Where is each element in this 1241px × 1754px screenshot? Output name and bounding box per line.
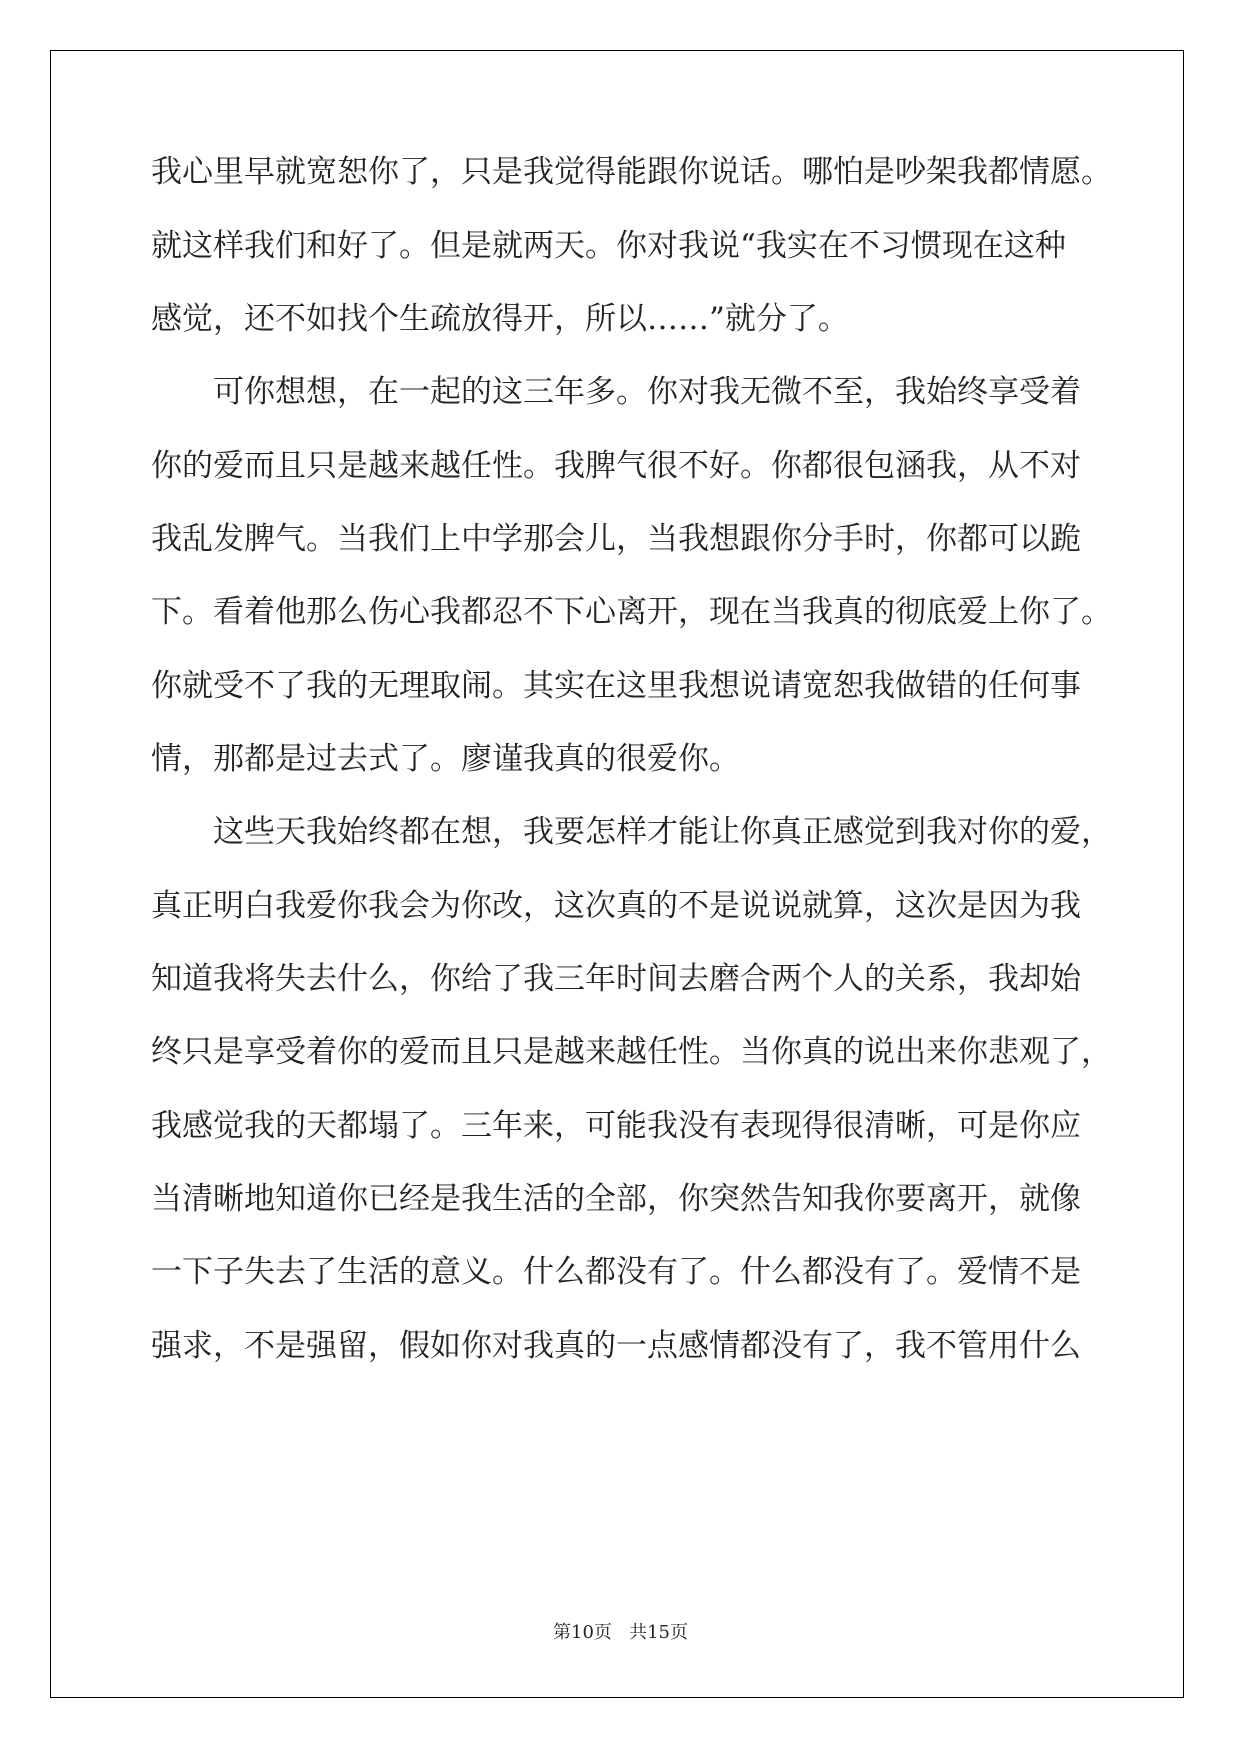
text-line: 就这样我们和好了。但是就两天。你对我说“我实在不习惯现在这种 (151, 228, 1066, 264)
text-line: 我心里早就宽恕你了，只是我觉得能跟你说话。哪怕是吵架我都情愿。 (151, 154, 1112, 190)
page-footer (0, 1618, 1241, 1644)
text-line: 这些天我始终都在想，我要怎样才能让你真正感觉到我对你的爱， (151, 814, 1112, 850)
text-line: 感觉，还不如找个生疏放得开，所以……”就分了。 (151, 301, 849, 337)
text-line: 终只是享受着你的爱而且只是越来越任性。当你真的说出来你悲观了， (151, 1034, 1112, 1070)
text-line: 情，那都是过去式了。廖谨我真的很爱你。 (151, 741, 740, 777)
text-line: 我感觉我的天都塌了。三年来，可能我没有表现得很清晰，可是你应 (151, 1108, 1081, 1144)
total-pages: 共15页 (629, 1622, 688, 1643)
text-line: 我乱发脾气。当我们上中学那会儿，当我想跟你分手时，你都可以跪 (151, 521, 1081, 557)
text-line: 强求，不是强留，假如你对我真的一点感情都没有了，我不管用什么 (151, 1328, 1081, 1364)
text-line: 下。看着他那么伤心我都忍不下心离开，现在当我真的彻底爱上你了。 (151, 594, 1112, 630)
text-line: 可你想想，在一起的这三年多。你对我无微不至，我始终享受着 (151, 374, 1081, 410)
text-line: 你就受不了我的无理取闹。其实在这里我想说请宽恕我做错的任何事 (151, 668, 1081, 704)
text-line: 真正明白我爱你我会为你改，这次真的不是说说就算，这次是因为我 (151, 888, 1081, 924)
text-line: 一下子失去了生活的意义。什么都没有了。什么都没有了。爱情不是 (151, 1254, 1081, 1290)
page-number: 第10页 (553, 1622, 612, 1643)
text-line: 你的爱而且只是越来越任性。我脾气很不好。你都很包涵我，从不对 (151, 448, 1081, 484)
text-line: 当清晰地知道你已经是我生活的全部，你突然告知我你要离开，就像 (151, 1181, 1081, 1217)
page-border (50, 50, 1184, 1698)
text-line: 知道我将失去什么，你给了我三年时间去磨合两个人的关系，我却始 (151, 961, 1081, 997)
